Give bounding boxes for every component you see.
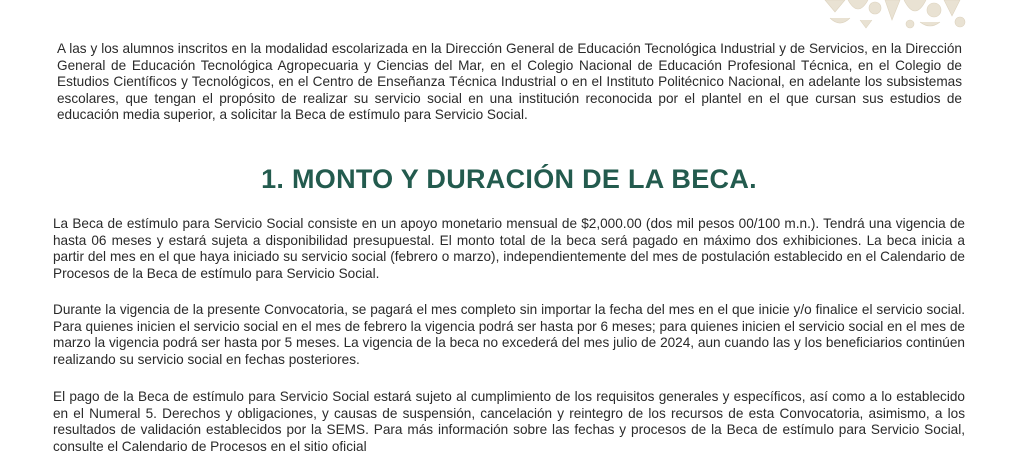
body-paragraph-amount: La Beca de estímulo para Servicio Social consiste en un apoyo monetario mensual de $2,000.00 (dos mil pesos 00/100 m.n.). Tendrá una vigencia de hasta 06 meses y estará sujeta a disponibilidad presupuestal. El monto total de la beca será pagado en máximo dos exhibiciones. La beca inicia a partir del mes en el que haya iniciado su servicio social (febrero o marzo), independientemente del mes de postulación establecido en el Calendario de Procesos de la Beca de estímulo para Servicio Social. — [53, 216, 965, 281]
body-paragraph-validity: Durante la vigencia de la presente Convocatoria, se pagará el mes completo sin importar la fecha del mes en el que inicie y/o finalice el servicio social. Para quienes inicien el servicio social en el mes de febrero la vigencia podrá ser hasta por 6 meses; para quienes inicien el servicio social en el mes de marzo la vigencia podrá ser hasta por 5 meses. La vigencia de la beca no excederá del mes julio de 2024, aun cuando las y los beneficiarios continúen realizando su servicio social en fechas posteriores. — [53, 302, 965, 367]
decorative-pattern-icon — [820, 0, 970, 30]
body-paragraph-payment: El pago de la Beca de estímulo para Servicio Social estará sujeto al cumplimiento de los requisitos generales y específicos, así como a lo establecido en el Numeral 5. Derechos y obligaciones, y causas de suspensión, cancelación y reintegro de los recursos de esta Convocatoria, asimismo, a los resultados de validación establecidos por la SEMS. Para más información sobre las fechas y procesos de la Beca de estímulo para Servicio Social, consulte el Calendario de Procesos en el sitio oficial — [53, 389, 965, 454]
intro-paragraph: A las y los alumnos inscritos en la modalidad escolarizada en la Dirección General de Educación Tecnológica Industrial y de Servicios, en la Dirección General de Educación Tecnológica Agropecuaria y Ciencias del Mar, en el Colegio Nacional de Educación Profesional Técnica, en el Colegio de Estudios Científicos y Tecnológicos, en el Centro de Enseñanza Técnica Industrial o en el Instituto Politécnico Nacional, en adelante los subsistemas escolares, que tengan el propósito de realizar su servicio social en una institución reconocida por el plantel en el que cursan sus estudios de educación media superior, a solicitar la Beca de estímulo para Servicio Social. — [57, 41, 962, 122]
section-heading: 1. MONTO Y DURACIÓN DE LA BECA. — [261, 164, 757, 194]
